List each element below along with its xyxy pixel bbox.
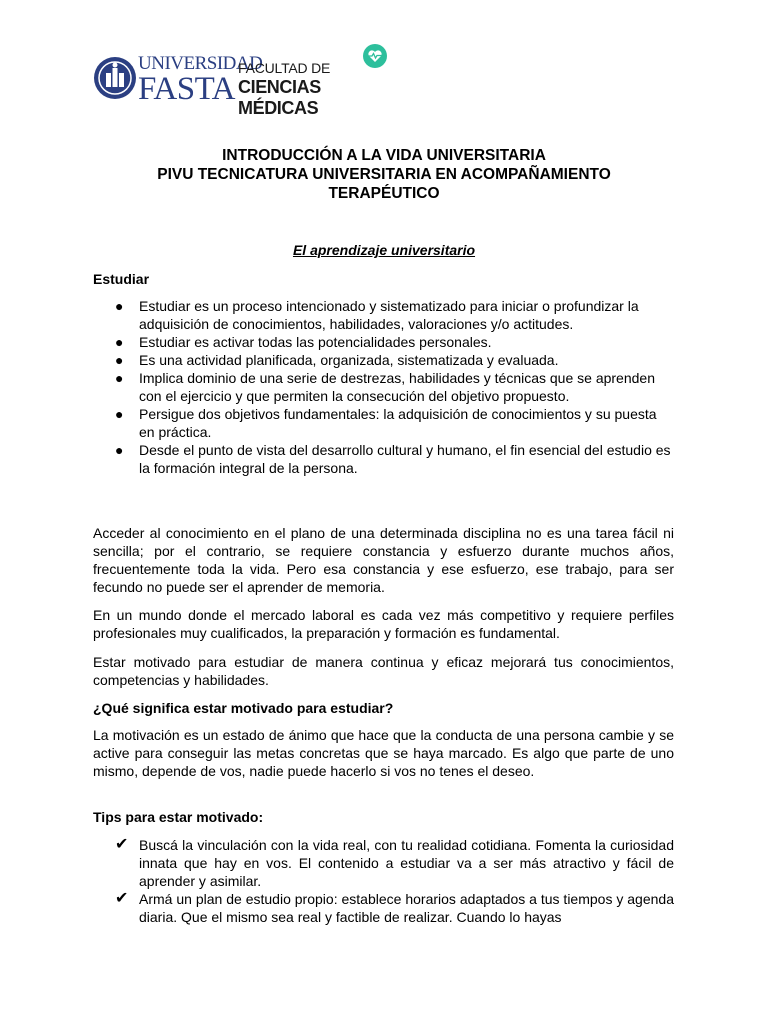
checkmark-icon: ✔: [115, 836, 129, 853]
section-subtitle: El aprendizaje universitario: [292, 242, 476, 258]
heading-estudiar: Estudiar: [93, 271, 150, 287]
faculty-line1: FACULTAD DE: [238, 60, 331, 76]
list-item: ● Implica dominio de una serie de destrezas, habilidades y técnicas que se aprenden con el ejercicio y que permiten la consecución del objetivo propuesto.: [115, 370, 655, 404]
university-seal-logo: [93, 56, 137, 100]
heading-tips: Tips para estar motivado:: [93, 809, 264, 825]
list-item: ✔ Armá un plan de estudio propio: establece horarios adaptados a tus tiempos y agenda diaria. Que el mismo sea real y factible de realizar. Cuando lo hayas: [115, 890, 674, 925]
paragraph-conocimiento: Acceder al conocimiento en el plano de una determinada disciplina no es una tarea fácil ni sencilla; por el contrario, se requiere constancia y esfuerzo durante muchos años, frecuentemente toda la vida. Pero esa constancia y ese esfuerzo, ese trabajo, para ser fecundo no puede ser el aprender de memoria.: [93, 525, 674, 595]
paragraph-mercado-laboral: En un mundo donde el mercado laboral es cada vez más competitivo y requiere perfiles profesionales muy cualificados, la preparación y formación es fundamental.: [93, 607, 674, 641]
bullet-icon: ●: [115, 370, 124, 386]
bullet-icon: ●: [115, 406, 124, 422]
bullet-icon: ●: [115, 352, 124, 368]
paragraph-motivado: Estar motivado para estudiar de manera continua y eficaz mejorará tus conocimientos, competencias y habilidades.: [93, 654, 674, 688]
header-logos: [93, 44, 393, 118]
paragraph-motivacion: La motivación es un estado de ánimo que hace que la conducta de una persona cambie y se active para conseguir las metas concretas que se haya marcado. Es algo que parte de uno mismo, depende de vos, nadie puede hacerlo si vos no tenes el deseo.: [93, 727, 674, 779]
list-item: ● Estudiar es activar todas las potencialidades personales.: [115, 334, 492, 350]
list-item: ● Estudiar es un proceso intencionado y sistematizado para iniciar o profundizar la adquisición de conocimientos, habilidades, valoraciones y/o actitudes.: [115, 298, 639, 332]
estudiar-bullet-list: [93, 297, 673, 477]
university-name-big: FASTA: [138, 71, 235, 107]
document-title-line1: INTRODUCCIÓN A LA VIDA UNIVERSITARIA: [222, 147, 546, 164]
bullet-icon: ●: [115, 442, 124, 458]
list-item: ● Desde el punto de vista del desarrollo cultural y humano, el fin esencial del estudio es la formación integral de la persona.: [115, 442, 671, 476]
list-item: ● Persigue dos objetivos fundamentales: la adquisición de conocimientos y su puesta en práctica.: [115, 406, 657, 440]
checkmark-icon: ✔: [115, 890, 129, 907]
document-title-line3: TERAPÉUTICO: [328, 185, 440, 202]
university-name-small: UNIVERSIDAD: [138, 53, 263, 74]
heading-motivacion: ¿Qué significa estar motivado para estudiar?: [93, 700, 394, 716]
faculty-line2: CIENCIAS MÉDICAS: [238, 77, 321, 118]
bullet-icon: ●: [115, 334, 124, 350]
list-item: ● Es una actividad planificada, organizada, sistematizada y evaluada.: [115, 352, 559, 368]
heart-pulse-icon: [363, 44, 387, 68]
document-title-line2: PIVU TECNICATURA UNIVERSITARIA EN ACOMPAÑAMIENTO: [157, 166, 611, 183]
tips-check-list: [93, 836, 674, 926]
faculty-logo: [230, 56, 384, 118]
list-item: ✔ Buscá la vinculación con la vida real, con tu realidad cotidiana. Fomenta la curiosidad innata que hay en vos. El contenido a estudiar va a ser más atractivo y fácil de aprender y asimilar.: [115, 836, 674, 889]
bullet-icon: ●: [115, 298, 124, 314]
